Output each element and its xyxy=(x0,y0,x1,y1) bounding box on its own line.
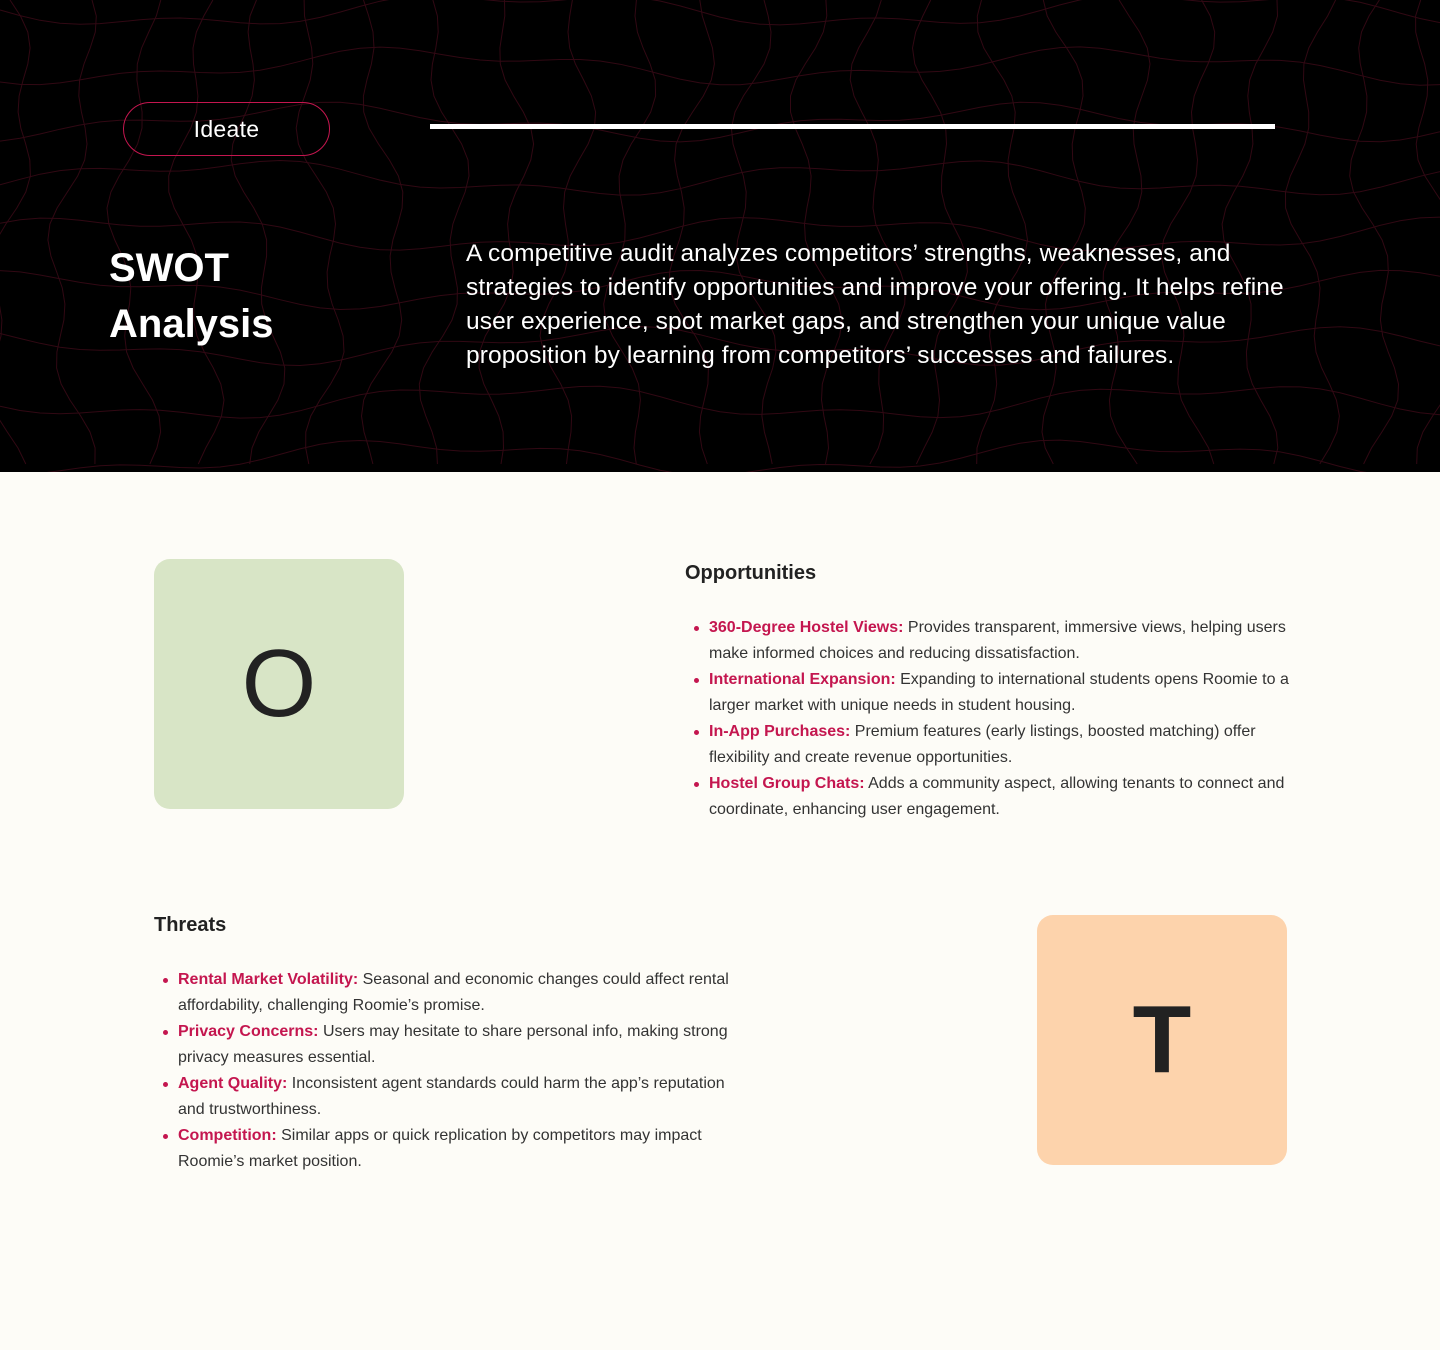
grid-line xyxy=(362,0,403,464)
grid-line xyxy=(1222,0,1278,464)
grid-line xyxy=(0,0,30,464)
header-divider xyxy=(430,124,1275,129)
grid-line xyxy=(540,0,596,464)
grid-line xyxy=(107,0,161,464)
list-item xyxy=(154,1019,754,1071)
item-text: Adds a community aspect, allowing tenants to connect and coordinate, enhancing user engagement. xyxy=(709,775,1285,818)
grid-line xyxy=(0,161,1440,196)
grid-line xyxy=(850,0,905,464)
item-label: Rental Market Volatility: xyxy=(178,971,359,988)
item-text: Users may hesitate to share personal info, making strong privacy measures essential. xyxy=(178,1023,728,1066)
page-title xyxy=(109,240,409,352)
grid-line xyxy=(296,0,344,464)
item-text: Provides transparent, immersive views, helping users make informed choices and reducing dissatisfaction. xyxy=(709,619,1286,662)
page-title-line-1: SWOT xyxy=(109,246,229,290)
grid-line xyxy=(419,0,469,464)
grid-line xyxy=(670,0,715,464)
list-item xyxy=(154,1123,754,1175)
grid-line xyxy=(1103,0,1150,464)
list-item xyxy=(154,1071,754,1123)
grid-line xyxy=(0,0,1440,25)
grid-line xyxy=(0,47,1440,85)
item-label: Privacy Concerns: xyxy=(178,1023,319,1040)
list-item xyxy=(685,719,1295,771)
item-label: Competition: xyxy=(178,1127,277,1144)
threats-letter-tile: T xyxy=(1037,915,1287,1165)
list-item xyxy=(685,667,1295,719)
grid-line xyxy=(1286,0,1340,464)
item-label: International Expansion: xyxy=(709,671,896,688)
opportunities-section xyxy=(685,559,1295,823)
grid-line xyxy=(604,0,656,464)
opportunities-letter-tile: O xyxy=(154,559,404,809)
threats-section xyxy=(154,911,754,1175)
grid-line xyxy=(731,0,776,464)
grid-line xyxy=(977,0,1028,464)
item-text: Seasonal and economic changes could affect rental affordability, challenging Roomie’s promise. xyxy=(178,971,729,1014)
item-label: In-App Purchases: xyxy=(709,723,851,740)
wavy-grid-background xyxy=(0,0,1440,472)
opportunities-list xyxy=(685,615,1295,823)
grid-line xyxy=(231,0,285,464)
item-text: Similar apps or quick replication by competitors may impact Roomie’s market position. xyxy=(178,1127,702,1170)
item-label: Agent Quality: xyxy=(178,1075,288,1092)
hero-section xyxy=(0,0,1440,472)
grid-line xyxy=(1042,0,1085,464)
threats-list xyxy=(154,967,754,1175)
grid-line xyxy=(0,386,1440,418)
item-label: 360-Degree Hostel Views: xyxy=(709,619,904,636)
grid-line xyxy=(169,0,224,464)
ideate-tag: Ideate xyxy=(123,102,330,156)
grid-line xyxy=(1416,0,1440,464)
list-item xyxy=(685,615,1295,667)
item-text: Premium features (early listings, boosted matching) offer flexibility and create revenue opportunities. xyxy=(709,723,1256,766)
opportunities-heading: Opportunities xyxy=(685,562,817,584)
item-text: Inconsistent agent standards could harm the app’s reputation and trustworthiness. xyxy=(178,1075,725,1118)
list-item xyxy=(154,967,754,1019)
grid-line xyxy=(791,0,842,464)
grid-line xyxy=(0,440,1440,472)
list-item xyxy=(685,771,1295,823)
threats-heading: Threats xyxy=(154,914,227,936)
page-title-line-2: Analysis xyxy=(109,302,274,346)
item-text: Expanding to international students opens Roomie to a larger market with unique needs in student housing. xyxy=(709,671,1289,714)
intro-paragraph: A competitive audit analyzes competitors’ strengths, weaknesses, and strategies to identify opportunities and improve your offering. It helps refine user experience, spot market gaps, and strengthen your unique value proposition by learning from competitors’ successes and failures. xyxy=(466,240,1284,369)
grid-line xyxy=(48,0,96,464)
item-label: Hostel Group Chats: xyxy=(709,775,865,792)
